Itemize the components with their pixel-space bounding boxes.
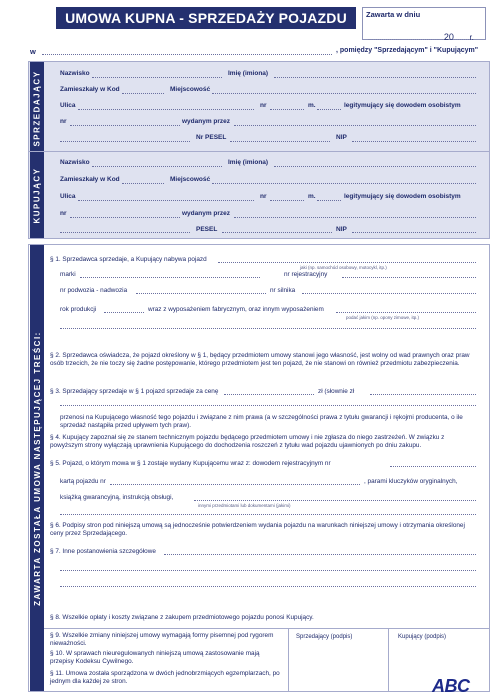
place-label: w bbox=[30, 47, 36, 56]
engine-number-label: nr silnika bbox=[270, 287, 296, 294]
paragraph-9: § 9. Wszelkie zmiany niniejszej umowy wymagają formy pisemnej pod rygorem nieważności. bbox=[50, 632, 274, 647]
seller-pesel-field[interactable] bbox=[230, 141, 330, 142]
seller-issued-field[interactable] bbox=[234, 125, 476, 126]
abc-logo: ABC bbox=[432, 676, 470, 696]
document-title: UMOWA KUPNA - SPRZEDAŻY POJAZDU bbox=[56, 7, 356, 29]
buyer-id-text: legitymujący się dowodem osobistym bbox=[344, 193, 461, 200]
paragraph-3: § 3. Sprzedający sprzedaje w § 1 pojazd sprzedaje za cenę bbox=[50, 388, 219, 395]
seller-nip-label: NIP bbox=[336, 134, 347, 141]
buyer-issued-label: wydanym przez bbox=[182, 210, 231, 217]
buyer-street-field[interactable] bbox=[78, 200, 254, 201]
seller-id-text: legitymujący się dowodem osobistym bbox=[344, 102, 461, 109]
other-docs-field[interactable] bbox=[194, 500, 476, 501]
other-docs-hint: innymi przedmiotami lub dokumentami (jakimi) bbox=[198, 503, 291, 508]
date-suffix: r. bbox=[469, 33, 474, 42]
seller-side-label: SPRZEDAJĄCY bbox=[30, 62, 44, 154]
seller-pesel-label: Nr PESEL bbox=[196, 134, 227, 141]
vehicle-card-field[interactable] bbox=[110, 484, 360, 485]
vehicle-type-field[interactable] bbox=[218, 262, 476, 263]
place-field[interactable] bbox=[42, 54, 332, 55]
seller-number-field[interactable] bbox=[270, 109, 304, 110]
seller-flat-label: m. bbox=[308, 102, 316, 109]
paragraph-10: § 10. W sprawach nieuregulowanych niniejszą umową zastosowanie mają przepisy Kodeksu Cywilnego. bbox=[50, 650, 260, 665]
vin-field[interactable] bbox=[136, 293, 266, 294]
vehicle-card-label: kartą pojazdu nr bbox=[60, 478, 106, 485]
buyer-surname-label: Nazwisko bbox=[60, 159, 90, 166]
paragraph-8: § 8. Wszelkie opłaty i koszty związane z zakupem przedmiotowego pojazdu ponosi Kupujący. bbox=[50, 614, 314, 621]
date-year: 20 bbox=[443, 32, 454, 42]
paragraph-1: § 1. Sprzedawca sprzedaje, a Kupujący nabywa pojazd bbox=[50, 256, 207, 263]
price-words-field[interactable] bbox=[370, 394, 476, 395]
buyer-pesel-field[interactable] bbox=[222, 232, 332, 233]
reg-doc-field[interactable] bbox=[390, 466, 476, 467]
buyer-issued-field[interactable] bbox=[234, 217, 476, 218]
reg-number-label: nr rejestracyjny bbox=[284, 271, 328, 278]
equipment-hint: podać jakim (np. opony zimowe, itp.) bbox=[346, 315, 420, 320]
equipment-field[interactable] bbox=[336, 312, 476, 313]
seller-issued-label: wydanym przez bbox=[182, 118, 231, 125]
paragraph-5: § 5. Pojazd, o którym mowa w § 1 zostaje wydany Kupującemu wraz z: dowodem rejestracyjnym nr bbox=[50, 460, 331, 467]
seller-nip-field[interactable] bbox=[352, 141, 476, 142]
other-terms-field-1[interactable] bbox=[164, 554, 476, 555]
buyer-id-number-label: nr bbox=[60, 210, 67, 217]
paragraph-11: § 11. Umowa została sporządzona w dwóch jednobrzmiących egzemplarzach, po jednym dla każdej ze stron. bbox=[50, 670, 280, 685]
seller-street-label: Ulica bbox=[60, 102, 76, 109]
buyer-zip-label: Kod bbox=[107, 176, 120, 183]
paragraph-2: § 2. Sprzedawca oświadcza, że pojazd określony w § 1, będący przedmiotem umowy stanowi jego własność, jest wolny od wad prawnych oraz praw osób trzecich, że nie toczy się żadne postępowanie, którego przedmiotem jest ten pojazd, że nie stanowi on również przedmiotu zabezpieczenia. bbox=[50, 352, 470, 367]
buyer-surname-field[interactable] bbox=[92, 166, 222, 167]
buyer-nip-label: NIP bbox=[336, 226, 347, 233]
vin-label: nr podwozia - nadwozia bbox=[60, 287, 128, 294]
seller-number-label: nr bbox=[260, 102, 267, 109]
seller-street-field[interactable] bbox=[78, 109, 254, 110]
body-side-label: ZAWARTA ZOSTAŁA UMOWA NASTĘPUJĄCEJ TREŚCI: bbox=[30, 245, 44, 691]
seller-firstname-label: Imię (imiona) bbox=[228, 70, 269, 77]
year-label: rok produkcji bbox=[60, 306, 97, 313]
equipment-text: wraz z wyposażeniem fabrycznym, oraz innym wyposażeniem bbox=[148, 306, 324, 313]
buyer-side-label: KUPUJĄCY bbox=[30, 152, 44, 238]
paragraph-6: § 6. Podpisy stron pod niniejszą umową są jednocześnie potwierdzeniem wydania pojazdu na warunkach niniejszej umowy i otrzymania określonej ceny przez Sprzedającego. bbox=[50, 522, 465, 537]
date-field[interactable]: .......................................20........r. bbox=[368, 32, 474, 42]
reg-number-field[interactable] bbox=[342, 277, 476, 278]
make-field[interactable] bbox=[80, 277, 260, 278]
buyer-residence-label: Zamieszkały w bbox=[60, 176, 106, 183]
engine-number-field[interactable] bbox=[302, 293, 476, 294]
buyer-street-label: Ulica bbox=[60, 193, 76, 200]
price-field[interactable] bbox=[224, 394, 314, 395]
buyer-signature-label: Kupujący (podpis) bbox=[398, 634, 447, 640]
buyer-firstname-label: Imię (imiona) bbox=[228, 159, 269, 166]
other-docs-field-2[interactable] bbox=[60, 514, 476, 515]
paragraph-4: § 4. Kupujący zapoznał się ze stanem technicznym pojazdu będącego przedmiotem umowy i nie zgłasza do niego zastrzeżeń. W związku z powyższym strony wyłączają uprawnienia Kupującego do dochodzenia roszczeń z tytułu wad pojazdu ujawnionych po dniu zakupu. bbox=[50, 434, 445, 449]
seller-id-number-field[interactable] bbox=[70, 125, 180, 126]
seller-firstname-field[interactable] bbox=[274, 77, 476, 78]
buyer-id-number-field[interactable] bbox=[70, 217, 180, 218]
seller-city-field[interactable] bbox=[212, 93, 476, 94]
seller-surname-field[interactable] bbox=[92, 77, 222, 78]
buyer-city-label: Miejscowość bbox=[170, 176, 211, 183]
buyer-city-field[interactable] bbox=[212, 183, 476, 184]
seller-flat-field[interactable] bbox=[317, 109, 341, 110]
date-label: Zawarta w dniu bbox=[366, 10, 421, 19]
buyer-number-label: nr bbox=[260, 193, 267, 200]
vehicle-type-hint: jaki (np. samochód osobowy, motocykl, itp.) bbox=[300, 265, 387, 270]
buyer-firstname-field[interactable] bbox=[274, 166, 476, 167]
seller-city-label: Miejscowość bbox=[170, 86, 211, 93]
other-terms-field-3[interactable] bbox=[60, 586, 476, 587]
parties-text: , pomiędzy "Sprzedającym" i "Kupującym" bbox=[336, 47, 479, 54]
equipment-field-2[interactable] bbox=[60, 328, 476, 329]
seller-residence-label: Zamieszkały w bbox=[60, 86, 106, 93]
warranty-text: książką gwarancyjną, instrukcją obsługi, bbox=[60, 494, 174, 501]
year-field[interactable] bbox=[104, 312, 144, 313]
buyer-nip-field[interactable] bbox=[352, 232, 476, 233]
seller-zip-label: Kod bbox=[107, 86, 120, 93]
buyer-pesel-label: PESEL bbox=[196, 226, 218, 233]
buyer-number-field[interactable] bbox=[270, 200, 304, 201]
buyer-extra-field[interactable] bbox=[60, 232, 190, 233]
paragraph-7: § 7. Inne postanowienia szczegółowe bbox=[50, 548, 156, 555]
seller-extra-field[interactable] bbox=[60, 141, 190, 142]
seller-zip-field[interactable] bbox=[122, 93, 164, 94]
price-words-label: zł (słownie zł bbox=[318, 388, 355, 395]
seller-signature-label: Sprzedający (podpis) bbox=[296, 634, 353, 640]
keys-text: , parami kluczyków oryginalnych, bbox=[364, 478, 458, 485]
buyer-zip-field[interactable] bbox=[122, 183, 164, 184]
paragraph-3-cont: przenosi na Kupującego własność tego pojazdu i związane z nim prawa (a w szczególności prawa z tytułu gwarancji i rękojmi producenta, o ile sprzedaż nastąpiła przed upływem tych praw). bbox=[60, 414, 463, 429]
make-label: marki bbox=[60, 271, 76, 278]
buyer-flat-label: m. bbox=[308, 193, 316, 200]
price-words-field-2[interactable] bbox=[60, 405, 476, 406]
seller-surname-label: Nazwisko bbox=[60, 70, 90, 77]
buyer-flat-field[interactable] bbox=[317, 200, 341, 201]
other-terms-field-2[interactable] bbox=[60, 570, 476, 571]
seller-id-number-label: nr bbox=[60, 118, 67, 125]
